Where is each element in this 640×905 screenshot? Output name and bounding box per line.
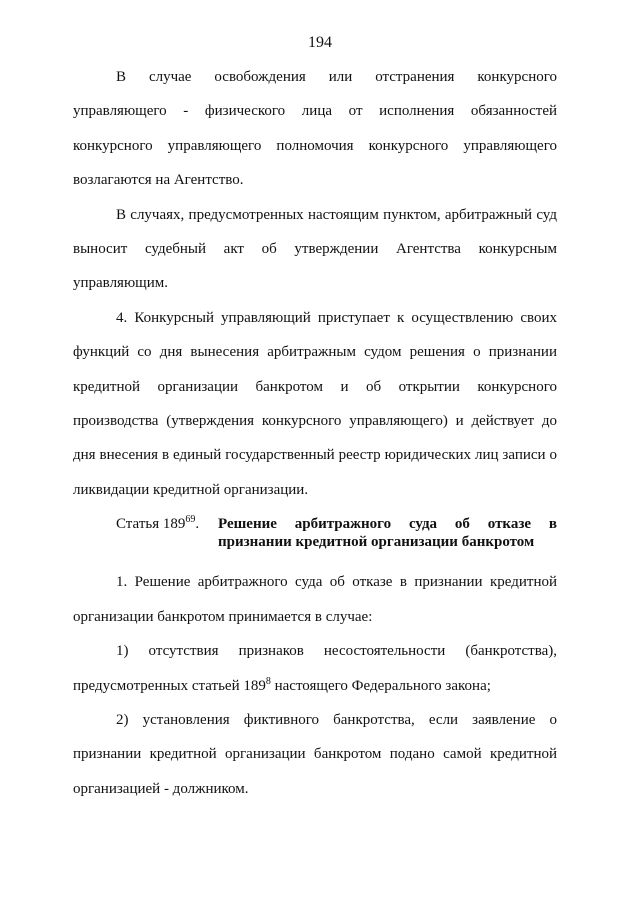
article-heading	[73, 515, 557, 551]
paragraph-4: 1. Решение арбитражного суда об отказе в признании кредитной организации банкротом принимается в случае:	[73, 574, 557, 625]
document-body	[73, 60, 557, 806]
article-number: Статья $189^{69}$.	[116, 514, 200, 533]
paragraph-5: 1) отсутствия признаков несостоятельности (банкротства), предусмотренных статьей $189^8$ настоящего Федерального закона;	[73, 643, 557, 694]
page-number: 194	[308, 34, 332, 51]
paragraph-6: 2) установления фиктивного банкротства, если заявление о признании кредитной организации банкротом подано самой кредитной организацией - должником.	[73, 711, 557, 797]
paragraph-2: В случаях, предусмотренных настоящим пунктом, арбитражный суд выносит судебный акт об утверждении Агентства конкурсным управляющим.	[73, 206, 557, 292]
paragraph-1: В случае освобождения или отстранения конкурсного управляющего - физического лица от исполнения обязанностей конкурсного управляющего полномочия конкурсного управляющего возлагаются на Агентство.	[73, 69, 557, 189]
article-title: Решение арбитражного суда об отказе в признании кредитной организации банкротом	[218, 516, 557, 551]
paragraph-3: 4. Конкурсный управляющий приступает к осуществлению своих функций со дня вынесения арбитражным судом решения о признании кредитной организации банкротом и об открытии конкурсного производства (утверждения конкурсного управляющего) и действует до дня внесения в единый государственный реестр юридических лиц записи о ликвидации кредитной организации.	[73, 309, 557, 498]
